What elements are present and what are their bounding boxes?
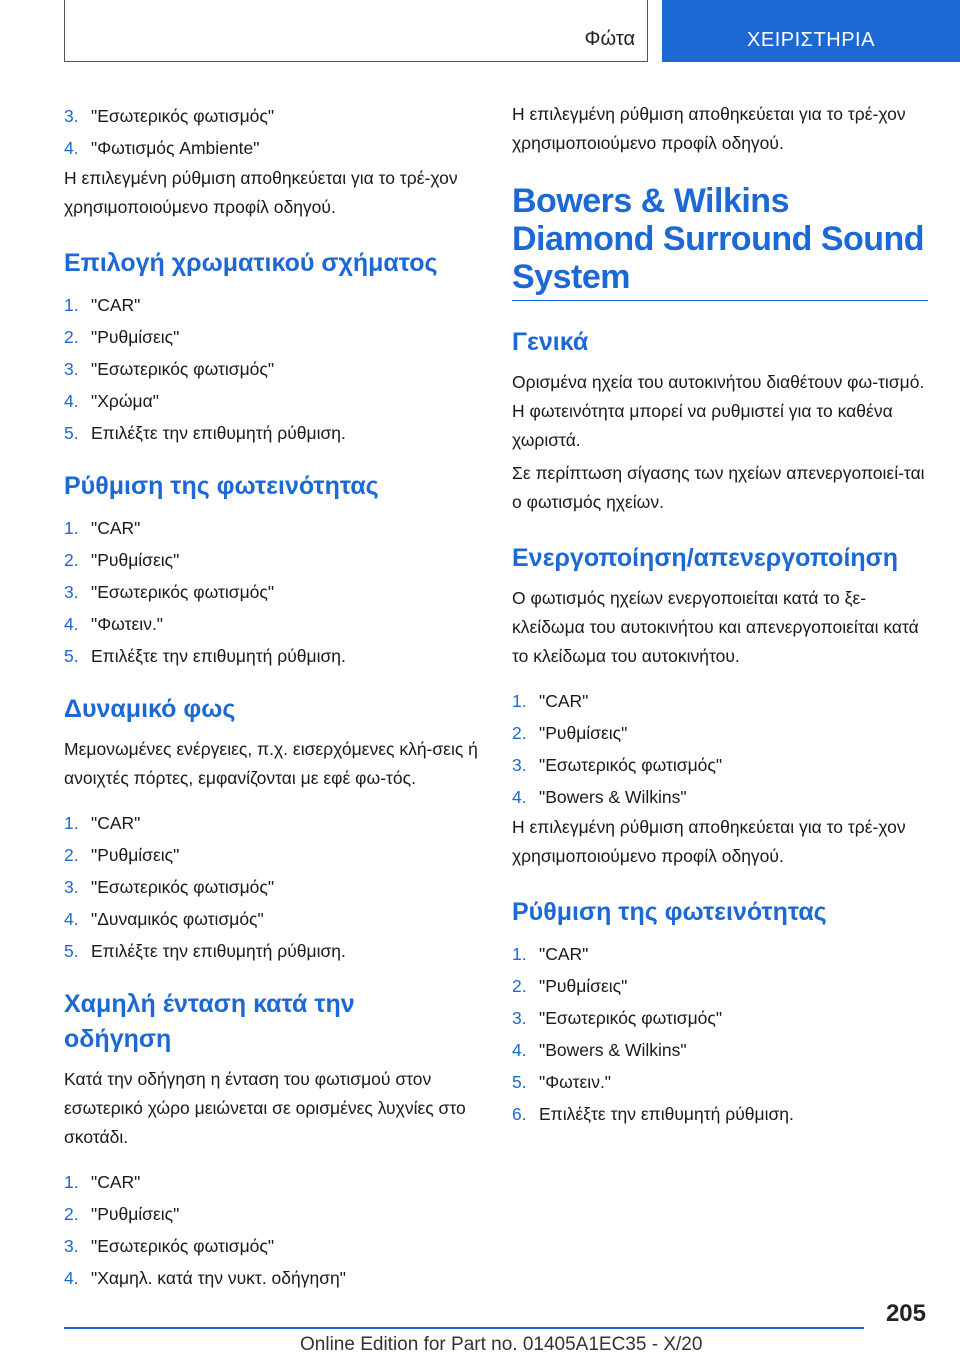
list-item <box>512 717 928 749</box>
header-manual-title: ΧΕΙΡΙΣΤΗΡΙΑ <box>747 29 875 51</box>
heading-on-off: Ενεργοποίηση/απενεργοποίηση <box>512 544 899 572</box>
step-text: "Ρυθμίσεις" <box>91 550 180 570</box>
list-item <box>64 417 484 449</box>
list-item <box>64 807 484 839</box>
steps-dimmed-driving <box>64 1166 484 1294</box>
step-text: "Ρυθμίσεις" <box>91 327 180 347</box>
list-item <box>64 1198 484 1230</box>
list-item <box>512 1002 928 1034</box>
heading-speaker-brightness: Ρύθμιση της φωτεινότητας <box>512 898 827 926</box>
left-top-note: Η επιλεγμένη ρύθμιση αποθηκεύεται για το τρέ-χον χρησιμοποιούμενο προφίλ οδηγού. <box>64 168 458 217</box>
step-text: "Bowers & Wilkins" <box>539 787 687 807</box>
step-text: "Ρυθμίσεις" <box>539 723 628 743</box>
step-text: "Ρυθμίσεις" <box>91 845 180 865</box>
step-text: "Εσωτερικός φωτισμός" <box>91 106 275 126</box>
step-number: 3. <box>64 106 79 126</box>
steps-color-scheme <box>64 289 484 449</box>
step-number: 6. <box>512 1104 527 1124</box>
list-item <box>64 544 484 576</box>
step-text: "Εσωτερικός φωτισμός" <box>91 1236 275 1256</box>
text-dimmed-driving: Κατά την οδήγηση η ένταση του φωτισμού στον εσωτερικό χώρο μειώνεται σε ορισμένες λυχνίες στο σκοτάδι. <box>64 1069 466 1147</box>
header-section-tab <box>64 0 648 62</box>
heading-color-scheme: Επιλογή χρωματικού σχήματος <box>64 249 438 277</box>
step-number: 1. <box>64 1172 79 1192</box>
list-item <box>64 903 484 935</box>
list-item <box>64 289 484 321</box>
step-text: "Εσωτερικός φωτισμός" <box>91 877 275 897</box>
step-number: 1. <box>64 295 79 315</box>
step-text: "CAR" <box>539 691 589 711</box>
step-number: 1. <box>512 691 527 711</box>
header-section-title: Φώτα <box>584 28 635 50</box>
footer-divider <box>64 1327 864 1329</box>
step-number: 4. <box>64 614 79 634</box>
list-item <box>512 1066 928 1098</box>
text-on-off: Ο φωτισμός ηχείων ενεργοποιείται κατά το ξε-κλείδωμα του αυτοκινήτου και απενεργοποιείται κατά το κλείδωμα του αυτοκινήτου. <box>512 588 919 666</box>
heading-dimmed-driving: Χαμηλή ένταση κατά την οδήγηση <box>64 990 355 1053</box>
step-number: 2. <box>512 723 527 743</box>
step-text: "CAR" <box>91 813 141 833</box>
step-number: 2. <box>512 976 527 996</box>
page-number: 205 <box>885 1300 926 1327</box>
list-item <box>512 685 928 717</box>
header-manual-tab <box>662 0 960 62</box>
heading-brightness: Ρύθμιση της φωτεινότητας <box>64 472 379 500</box>
list-item <box>512 781 928 813</box>
step-number: 3. <box>64 1236 79 1256</box>
step-text: "Εσωτερικός φωτισμός" <box>539 1008 723 1028</box>
list-item <box>64 385 484 417</box>
step-number: 5. <box>64 423 79 443</box>
step-number: 5. <box>512 1072 527 1092</box>
list-item <box>64 839 484 871</box>
list-item <box>64 132 484 164</box>
step-number: 2. <box>64 845 79 865</box>
text-dynamic-light: Μεμονωμένες ενέργειες, π.χ. εισερχόμενες κλή-σεις ή ανοιχτές πόρτες, εμφανίζονται με εφέ φω-τός. <box>64 739 478 788</box>
right-top-note: Η επιλεγμένη ρύθμιση αποθηκεύεται για το τρέ-χον χρησιμοποιούμενο προφίλ οδηγού. <box>512 104 906 153</box>
step-number: 3. <box>64 877 79 897</box>
step-text: "CAR" <box>91 1172 141 1192</box>
list-item <box>64 608 484 640</box>
step-text: Επιλέξτε την επιθυμητή ρύθμιση. <box>539 1104 794 1124</box>
step-text: "Εσωτερικός φωτισμός" <box>91 359 275 379</box>
step-text: Επιλέξτε την επιθυμητή ρύθμιση. <box>91 646 346 666</box>
step-number: 3. <box>512 755 527 775</box>
step-text: "Εσωτερικός φωτισμός" <box>539 755 723 775</box>
list-item <box>512 938 928 970</box>
list-item <box>512 1098 928 1130</box>
step-number: 5. <box>64 646 79 666</box>
step-text: "Εσωτερικός φωτισμός" <box>91 582 275 602</box>
step-number: 4. <box>512 1040 527 1060</box>
step-text: "Φωτειν." <box>539 1072 612 1092</box>
heading-dynamic-light: Δυναμικό φως <box>64 695 236 723</box>
list-item <box>64 935 484 967</box>
step-number: 1. <box>64 518 79 538</box>
steps-on-off <box>512 685 928 813</box>
list-item <box>64 1166 484 1198</box>
heading-bowers-wilkins: Bowers & Wilkins Diamond Surround Sound System <box>512 182 928 301</box>
step-text: "CAR" <box>91 518 141 538</box>
step-number: 5. <box>64 941 79 961</box>
step-number: 3. <box>512 1008 527 1028</box>
step-number: 2. <box>64 550 79 570</box>
step-text: "Φωτειν." <box>91 614 164 634</box>
footer-edition: Online Edition for Part no. 01405A1EC35 - X/20 <box>300 1334 703 1355</box>
step-text: "Ρυθμίσεις" <box>91 1204 180 1224</box>
step-text: "CAR" <box>539 944 589 964</box>
step-number: 2. <box>64 1204 79 1224</box>
step-text: Επιλέξτε την επιθυμητή ρύθμιση. <box>91 941 346 961</box>
list-item <box>64 353 484 385</box>
step-text: "Φωτισμός Ambiente" <box>91 138 260 158</box>
step-text: "Bowers & Wilkins" <box>539 1040 687 1060</box>
list-item <box>512 1034 928 1066</box>
step-number: 4. <box>64 138 79 158</box>
list-item <box>64 1262 484 1294</box>
step-number: 1. <box>64 813 79 833</box>
heading-general: Γενικά <box>512 328 589 356</box>
list-item <box>64 100 484 132</box>
list-item <box>64 640 484 672</box>
list-item <box>64 871 484 903</box>
left-column <box>64 100 484 1294</box>
step-text: "Χρώμα" <box>91 391 159 411</box>
right-column <box>512 100 928 1130</box>
note-on-off: Η επιλεγμένη ρύθμιση αποθηκεύεται για το τρέ-χον χρησιμοποιούμενο προφίλ οδηγού. <box>512 817 906 866</box>
step-number: 3. <box>64 359 79 379</box>
list-item <box>512 749 928 781</box>
text-general-1: Ορισμένα ηχεία του αυτοκινήτου διαθέτουν φω-τισμό. Η φωτεινότητα μπορεί να ρυθμιστεί για το καθένα χωριστά. <box>512 372 925 450</box>
list-item <box>64 512 484 544</box>
steps-dynamic-light <box>64 807 484 967</box>
step-number: 4. <box>64 909 79 929</box>
step-text: Επιλέξτε την επιθυμητή ρύθμιση. <box>91 423 346 443</box>
step-text: "Χαμηλ. κατά την νυκτ. οδήγηση" <box>91 1268 346 1288</box>
list-item <box>64 576 484 608</box>
steps-speaker-brightness <box>512 938 928 1130</box>
step-text: "Δυναμικός φωτισμός" <box>91 909 264 929</box>
list-item <box>64 1230 484 1262</box>
steps-brightness <box>64 512 484 672</box>
step-number: 4. <box>512 787 527 807</box>
step-text: "Ρυθμίσεις" <box>539 976 628 996</box>
step-number: 2. <box>64 327 79 347</box>
step-text: "CAR" <box>91 295 141 315</box>
list-item <box>64 321 484 353</box>
step-number: 4. <box>64 1268 79 1288</box>
step-number: 1. <box>512 944 527 964</box>
text-general-2: Σε περίπτωση σίγασης των ηχείων απενεργοποιεί-ται ο φωτισμός ηχείων. <box>512 463 925 512</box>
step-number: 3. <box>64 582 79 602</box>
list-item <box>512 970 928 1002</box>
left-top-steps <box>64 100 484 164</box>
step-number: 4. <box>64 391 79 411</box>
